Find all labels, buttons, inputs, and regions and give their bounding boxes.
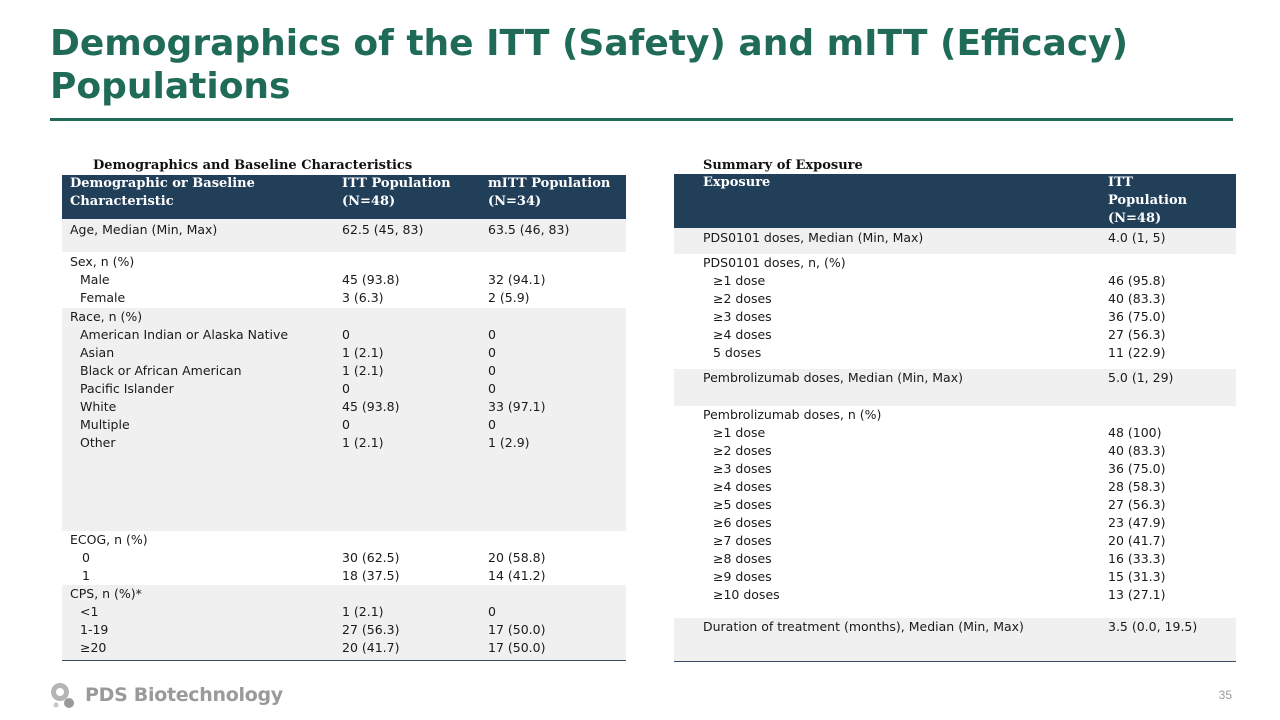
itt-value: 48 (100) <box>1108 425 1162 440</box>
itt-value: 1 (2.1) <box>342 363 384 378</box>
itt-value: 18 (37.5) <box>342 568 400 583</box>
itt-value: 0 <box>342 417 350 432</box>
itt-value: 45 (93.8) <box>342 272 400 287</box>
exposure-header-itt: ITT Population (N=48) <box>1100 174 1236 228</box>
itt-value: 40 (83.3) <box>1108 291 1166 306</box>
item-label: Female <box>80 290 126 305</box>
item-label: Pacific Islander <box>80 381 174 396</box>
mitt-value: 33 (97.1) <box>488 399 546 414</box>
exposure-caption: Summary of Exposure <box>703 158 863 173</box>
itt-value: 1 (2.1) <box>342 604 384 619</box>
item-label: ≥8 doses <box>713 551 772 566</box>
table-row <box>674 369 1236 406</box>
mitt-value: 0 <box>488 604 496 619</box>
table-row <box>674 406 1236 618</box>
item-label: ≥3 doses <box>713 309 772 324</box>
item-label: ≥1 dose <box>713 273 766 288</box>
itt-value: 16 (33.3) <box>1108 551 1166 566</box>
itt-value: 15 (31.3) <box>1108 569 1166 584</box>
demo-header-mitt: mITT Population (N=34) <box>480 175 626 219</box>
group-label: PDS0101 doses, n, (%) <box>703 255 846 270</box>
row-label: Pembrolizumab doses, Median (Min, Max) <box>703 370 963 385</box>
itt-value: 40 (83.3) <box>1108 443 1166 458</box>
item-label: White <box>80 399 117 414</box>
row-label: Age, Median (Min, Max) <box>70 222 218 237</box>
itt-value: 3.5 (0.0, 19.5) <box>1108 619 1198 634</box>
itt-value: 4.0 (1, 5) <box>1108 230 1166 245</box>
mitt-value: 63.5 (46, 83) <box>488 222 570 237</box>
demographics-caption: Demographics and Baseline Characteristics <box>93 158 413 173</box>
item-label: American Indian or Alaska Native <box>80 327 289 342</box>
mitt-value: 17 (50.0) <box>488 622 546 637</box>
itt-value: 30 (62.5) <box>342 550 400 565</box>
item-label: ≥2 doses <box>713 443 772 458</box>
table-row <box>62 219 626 252</box>
row-label: Duration of treatment (months), Median (Min, Max) <box>703 619 1024 634</box>
itt-value: 62.5 (45, 83) <box>342 222 424 237</box>
item-label: ≥2 doses <box>713 291 772 306</box>
company-logo <box>47 680 283 710</box>
item-label: 0 <box>82 550 90 565</box>
itt-value: 45 (93.8) <box>342 399 400 414</box>
item-label: ≥1 dose <box>713 425 766 440</box>
item-label: ≥5 doses <box>713 497 772 512</box>
itt-value: 3 (6.3) <box>342 290 384 305</box>
mitt-value: 14 (41.2) <box>488 568 546 583</box>
itt-value: 27 (56.3) <box>1108 497 1166 512</box>
item-label: ≥4 doses <box>713 479 772 494</box>
item-label: ≥7 doses <box>713 533 772 548</box>
page-number: 35 <box>1218 688 1232 702</box>
group-label: CPS, n (%)* <box>70 586 142 601</box>
mitt-value: 0 <box>488 417 496 432</box>
title-divider <box>50 118 1233 121</box>
group-label: Race, n (%) <box>70 309 143 324</box>
table-row <box>62 585 626 660</box>
itt-value: 20 (41.7) <box>1108 533 1166 548</box>
mitt-value: 32 (94.1) <box>488 272 546 287</box>
itt-value: 13 (27.1) <box>1108 587 1166 602</box>
table-row <box>62 531 626 585</box>
itt-value: 1 (2.1) <box>342 345 384 360</box>
table-row <box>674 618 1236 661</box>
group-label: Sex, n (%) <box>70 254 135 269</box>
itt-value: 28 (58.3) <box>1108 479 1166 494</box>
mitt-value: 1 (2.9) <box>488 435 530 450</box>
mitt-value: 20 (58.8) <box>488 550 546 565</box>
exposure-table <box>674 174 1236 662</box>
company-name: PDS Biotechnology <box>85 684 283 706</box>
mitt-value: 17 (50.0) <box>488 640 546 655</box>
item-label: ≥9 doses <box>713 569 772 584</box>
mitt-value: 0 <box>488 327 496 342</box>
exposure-header-label: Exposure <box>674 174 1100 228</box>
table-row <box>62 308 626 531</box>
group-label: Pembrolizumab doses, n (%) <box>703 407 882 422</box>
itt-value: 0 <box>342 381 350 396</box>
itt-value: 27 (56.3) <box>1108 327 1166 342</box>
item-label: ≥20 <box>80 640 107 655</box>
itt-value: 11 (22.9) <box>1108 345 1166 360</box>
slide-title: Demographics of the ITT (Safety) and mITT (Efficacy) Populations <box>50 23 1129 107</box>
item-label: Male <box>80 272 110 287</box>
itt-value: 5.0 (1, 29) <box>1108 370 1174 385</box>
item-label: Asian <box>80 345 115 360</box>
mitt-value: 2 (5.9) <box>488 290 530 305</box>
item-label: Other <box>80 435 116 450</box>
mitt-value: 0 <box>488 345 496 360</box>
item-label: ≥10 doses <box>713 587 780 602</box>
item-label: ≥3 doses <box>713 461 772 476</box>
itt-value: 23 (47.9) <box>1108 515 1166 530</box>
itt-value: 20 (41.7) <box>342 640 400 655</box>
item-label: 1-19 <box>80 622 109 637</box>
item-label: Multiple <box>80 417 130 432</box>
itt-value: 1 (2.1) <box>342 435 384 450</box>
itt-value: 36 (75.0) <box>1108 309 1166 324</box>
table-row <box>62 252 626 308</box>
item-label: 5 doses <box>713 345 762 360</box>
itt-value: 36 (75.0) <box>1108 461 1166 476</box>
item-label: ≥6 doses <box>713 515 772 530</box>
mitt-value: 0 <box>488 381 496 396</box>
item-label: 1 <box>82 568 90 583</box>
demo-header-itt: ITT Population (N=48) <box>334 175 480 219</box>
table-row <box>674 228 1236 254</box>
itt-value: 46 (95.8) <box>1108 273 1166 288</box>
group-label: ECOG, n (%) <box>70 532 148 547</box>
item-label: Black or African American <box>80 363 242 378</box>
row-label: PDS0101 doses, Median (Min, Max) <box>703 230 924 245</box>
itt-value: 27 (56.3) <box>342 622 400 637</box>
demo-header-characteristic: Demographic or Baseline Characteristic <box>62 175 334 219</box>
itt-value: 0 <box>342 327 350 342</box>
table-row <box>674 254 1236 369</box>
demographics-table <box>62 175 626 661</box>
pds-logo-icon <box>47 680 77 710</box>
item-label: ≥4 doses <box>713 327 772 342</box>
mitt-value: 0 <box>488 363 496 378</box>
item-label: <1 <box>80 604 99 619</box>
